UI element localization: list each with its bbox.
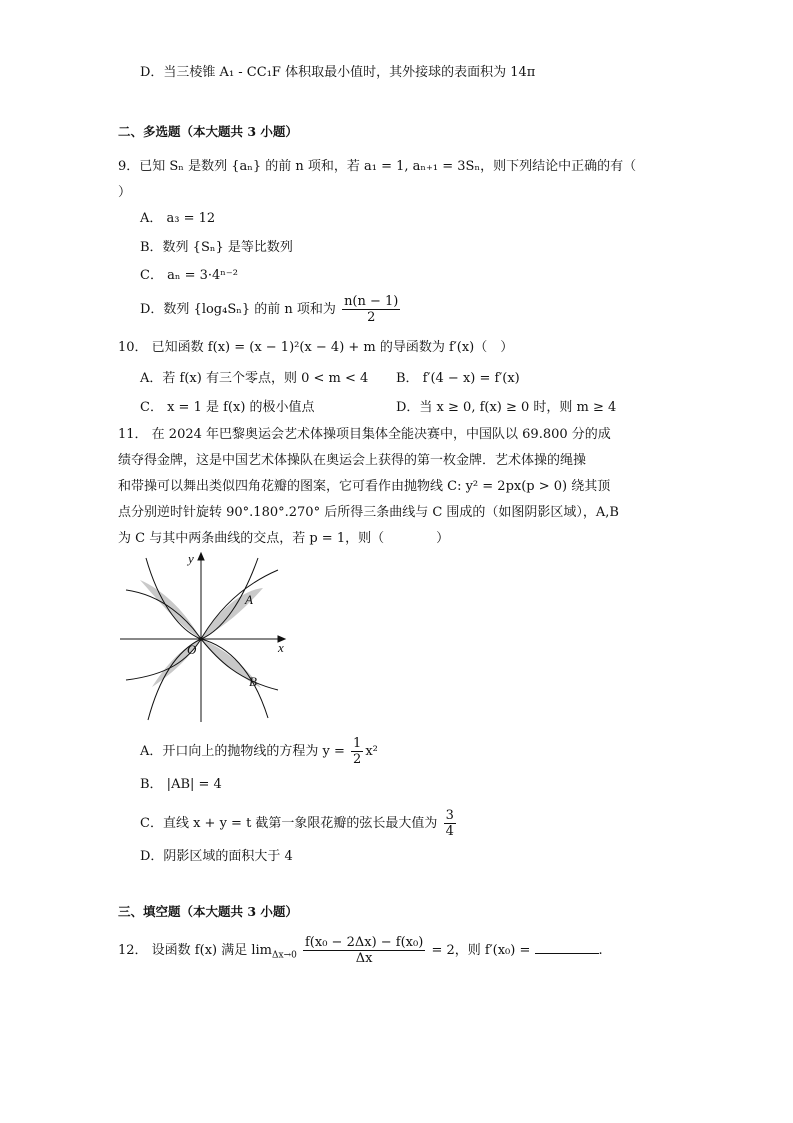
petal-top-right (201, 588, 263, 639)
x-axis-label: x (278, 640, 284, 655)
point-b-label: B (249, 674, 257, 689)
fraction-numerator: 3 (445, 808, 454, 823)
question-11-line-5: 为 C 与其中两条曲线的交点，若 p = 1，则（ ） (118, 531, 450, 546)
option-10a: A．若 f(x) 有三个零点，则 0 < m < 4 (140, 371, 369, 386)
fraction (342, 294, 400, 325)
question-9-stem: 9．已知 Sₙ 是数列 {aₙ} 的前 n 项和，若 a₁ = 1, aₙ₊₁ = 3Sₙ，则下列结论中正确的有（ (118, 159, 637, 174)
option-11a (140, 736, 378, 767)
fraction (351, 736, 363, 767)
question-11-line-1: 11． 在 2024 年巴黎奥运会艺术体操项目集体全能决赛中，中国队以 69.800 分的成 (118, 427, 611, 442)
y-axis-label: y (188, 551, 194, 566)
question-12 (118, 935, 603, 966)
question-11-line-4: 点分别逆时针旋转 90°.180°.270° 后所得三条曲线与 C 围成的（如图阴影区域），A,B (118, 505, 619, 520)
option-8d: D．当三棱锥 A₁ - CC₁F 体积取最小值时，其外接球的表面积为 14π (140, 65, 536, 80)
fraction-numerator: n(n − 1) (344, 294, 399, 309)
answer-blank[interactable] (535, 941, 599, 954)
question-9-stem-end: ） (118, 185, 132, 200)
fraction-denominator: Δx (355, 951, 373, 966)
fraction (444, 808, 456, 839)
fraction-denominator: 2 (367, 310, 376, 325)
option-10d: D．当 x ≥ 0, f(x) ≥ 0 时，则 m ≥ 4 (396, 400, 617, 415)
question-12-mid: = 2，则 f′(x₀) = (431, 943, 531, 958)
question-10-stem: 10． 已知函数 f(x) = (x − 1)²(x − 4) + m 的导函数为 f′(x)（ ） (118, 340, 514, 355)
question-12-end: . (598, 943, 603, 958)
question-11-line-3: 和带操可以舞出类似四角花瓣的图案，它可看作由抛物线 C: y² = 2px(p > 0) 绕其顶 (118, 479, 611, 494)
fraction-numerator: 1 (353, 736, 362, 751)
question-12-text: 12． 设函数 f(x) 满足 lim (118, 943, 273, 958)
section-heading-fill-in: 三、填空题（本大题共 3 小题） (118, 904, 298, 919)
flower-petal-figure (118, 550, 288, 725)
question-11-line-2: 绩夺得金牌，这是中国艺术体操队在奥运会上获得的第一枚金牌．艺术体操的绳操 (118, 453, 587, 468)
option-9d (140, 294, 402, 325)
point-a-label: A (245, 592, 253, 607)
option-9b: B．数列 {Sₙ} 是等比数列 (140, 240, 293, 255)
fraction-denominator: 2 (353, 752, 362, 767)
option-11a-tail: x² (365, 744, 378, 759)
limit-subscript: Δx→0 (272, 950, 297, 961)
y-axis-arrow-icon (198, 553, 204, 560)
option-11c (140, 808, 458, 839)
option-10c: C． x = 1 是 f(x) 的极小值点 (140, 400, 315, 415)
section-heading-multiple-choice: 二、多选题（本大题共 3 小题） (118, 124, 298, 139)
fraction-numerator: f(x₀ − 2Δx) − f(x₀) (305, 935, 424, 950)
option-9c: C． aₙ = 3·4ⁿ⁻² (140, 268, 238, 283)
fraction (303, 935, 425, 966)
option-9d-text: D．数列 {log₄Sₙ} 的前 n 项和为 (140, 302, 336, 317)
option-9a: A． a₃ = 12 (140, 211, 216, 226)
petal-top-left (140, 580, 201, 639)
fraction-denominator: 4 (445, 824, 454, 839)
option-11c-text: C．直线 x + y = t 截第一象限花瓣的弦长最大值为 (140, 816, 438, 831)
option-11b: B． |AB| = 4 (140, 777, 222, 792)
origin-label: O (187, 642, 197, 657)
parabola-curve-1 (146, 558, 268, 718)
option-11a-text: A．开口向上的抛物线的方程为 y = (140, 744, 345, 759)
option-10b: B． f′(4 − x) = f′(x) (396, 371, 520, 386)
option-11d: D．阴影区域的面积大于 4 (140, 849, 293, 864)
